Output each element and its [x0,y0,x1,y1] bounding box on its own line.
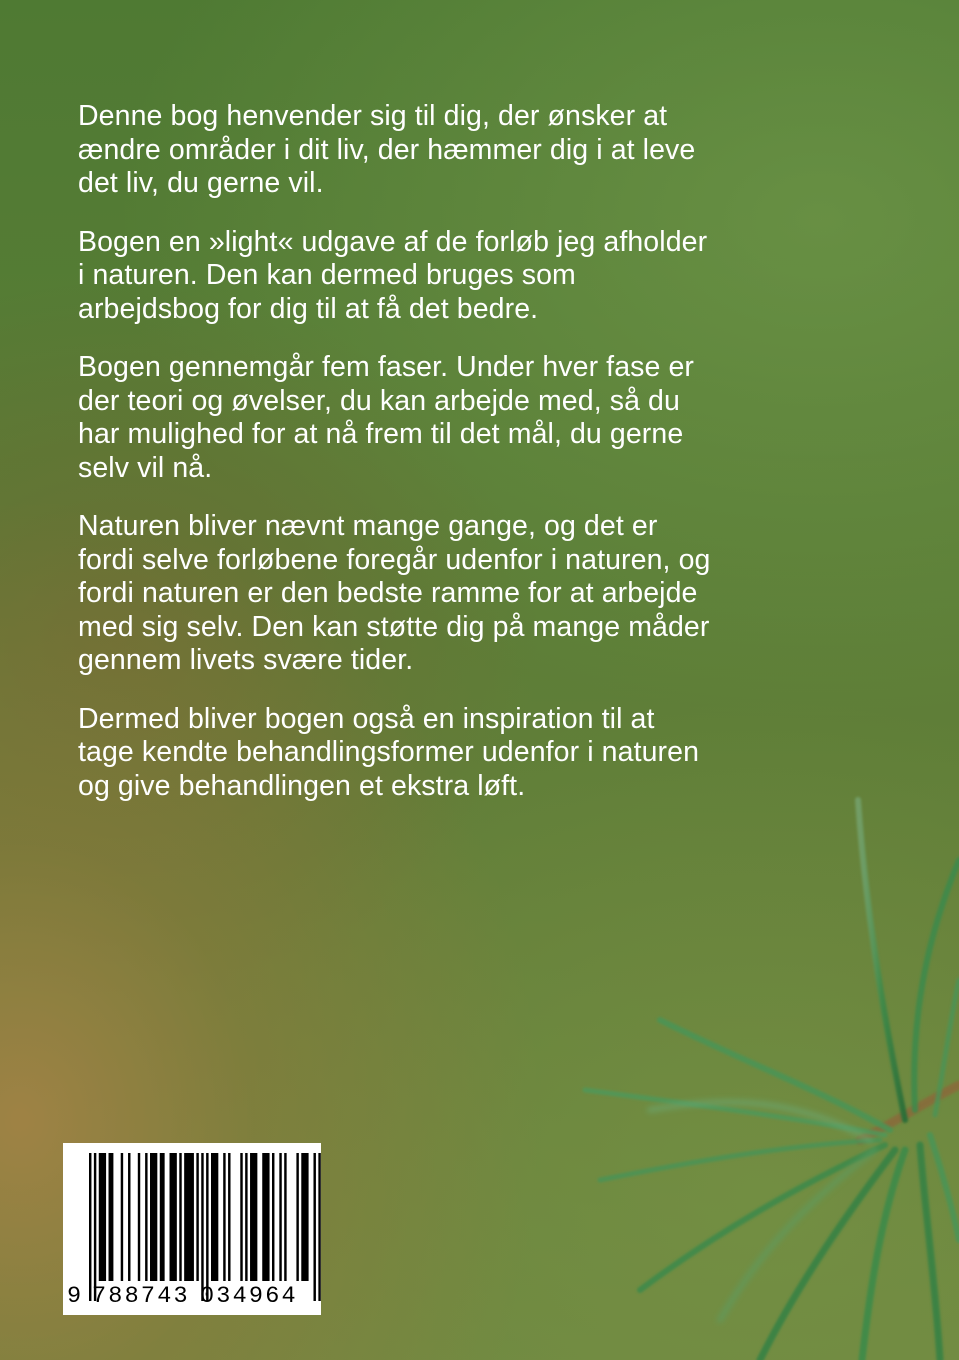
barcode-bar [272,1153,274,1281]
barcode-bar [284,1153,286,1281]
blurb-paragraph-3: Bogen gennemgår fem faser. Under hver fase er der teori og øvelser, du kan arbejde med, så du har mulighed for at nå frem til det mål, du gerne selv vil nå. [78,351,695,484]
blurb-paragraph-2: Bogen en »light« udgave af de forløb jeg afholder i naturen. Den kan dermed bruges som arbejdsbog for dig til at få det bedre. [78,225,708,325]
barcode-bar [150,1153,157,1281]
barcode-bar [170,1153,177,1281]
barcode-bar [262,1153,269,1281]
blurb-paragraph-4: Naturen bliver nævnt mange gange, og det er fordi selve forløbene foregår udenfor i naturen, og fordi naturen er den bedste ramme for at arbejde med sig selv. Den kan støtte dig på mange måder gennem livets svære tider. [78,510,711,676]
barcode-bar [179,1153,181,1281]
barcode-bar [109,1153,114,1281]
barcode-bar [211,1153,218,1281]
barcode-bar [240,1153,242,1281]
barcode-bar [301,1153,308,1281]
barcode-guard-bar [313,1153,315,1301]
barcode-bar [245,1153,247,1281]
back-cover-blurb [78,100,798,828]
barcode-bar [128,1153,130,1281]
isbn-number [63,1282,321,1312]
barcode-bar [296,1153,298,1281]
blurb-paragraph-5: Dermed bliver bogen også en inspiration til at tage kendte behandlingsformer udenfor i naturen og give behandlingen et ekstra løft. [78,702,700,802]
barcode-bar [228,1153,230,1281]
isbn-barcode [63,1143,321,1315]
blurb-paragraph-1: Denne bog henvender sig til dig, der ønsker at ændre områder i dit liv, der hæmmer dig i at leve det liv, du gerne vil. [78,100,696,199]
barcode-guard-bar [89,1153,91,1301]
isbn-lead-digit: 9 [67,1283,82,1310]
barcode-bar [196,1153,198,1281]
barcode-bar [121,1153,123,1281]
barcode-bar [184,1153,194,1281]
barcode-bar [160,1153,165,1281]
barcode-bar [223,1153,225,1281]
barcode-guard-bar [94,1153,96,1301]
isbn-right-group: 034964 [200,1283,298,1310]
barcode-guard-bar [201,1153,203,1301]
barcode-bar [145,1153,147,1281]
barcode-bar [99,1153,106,1281]
barcode-guard-bar [318,1153,320,1301]
isbn-left-group: 788743 [92,1283,190,1310]
barcode-bar [250,1153,257,1281]
barcode-bar [138,1153,140,1281]
barcode-bar [279,1153,281,1281]
barcode-guard-bar [206,1153,208,1301]
